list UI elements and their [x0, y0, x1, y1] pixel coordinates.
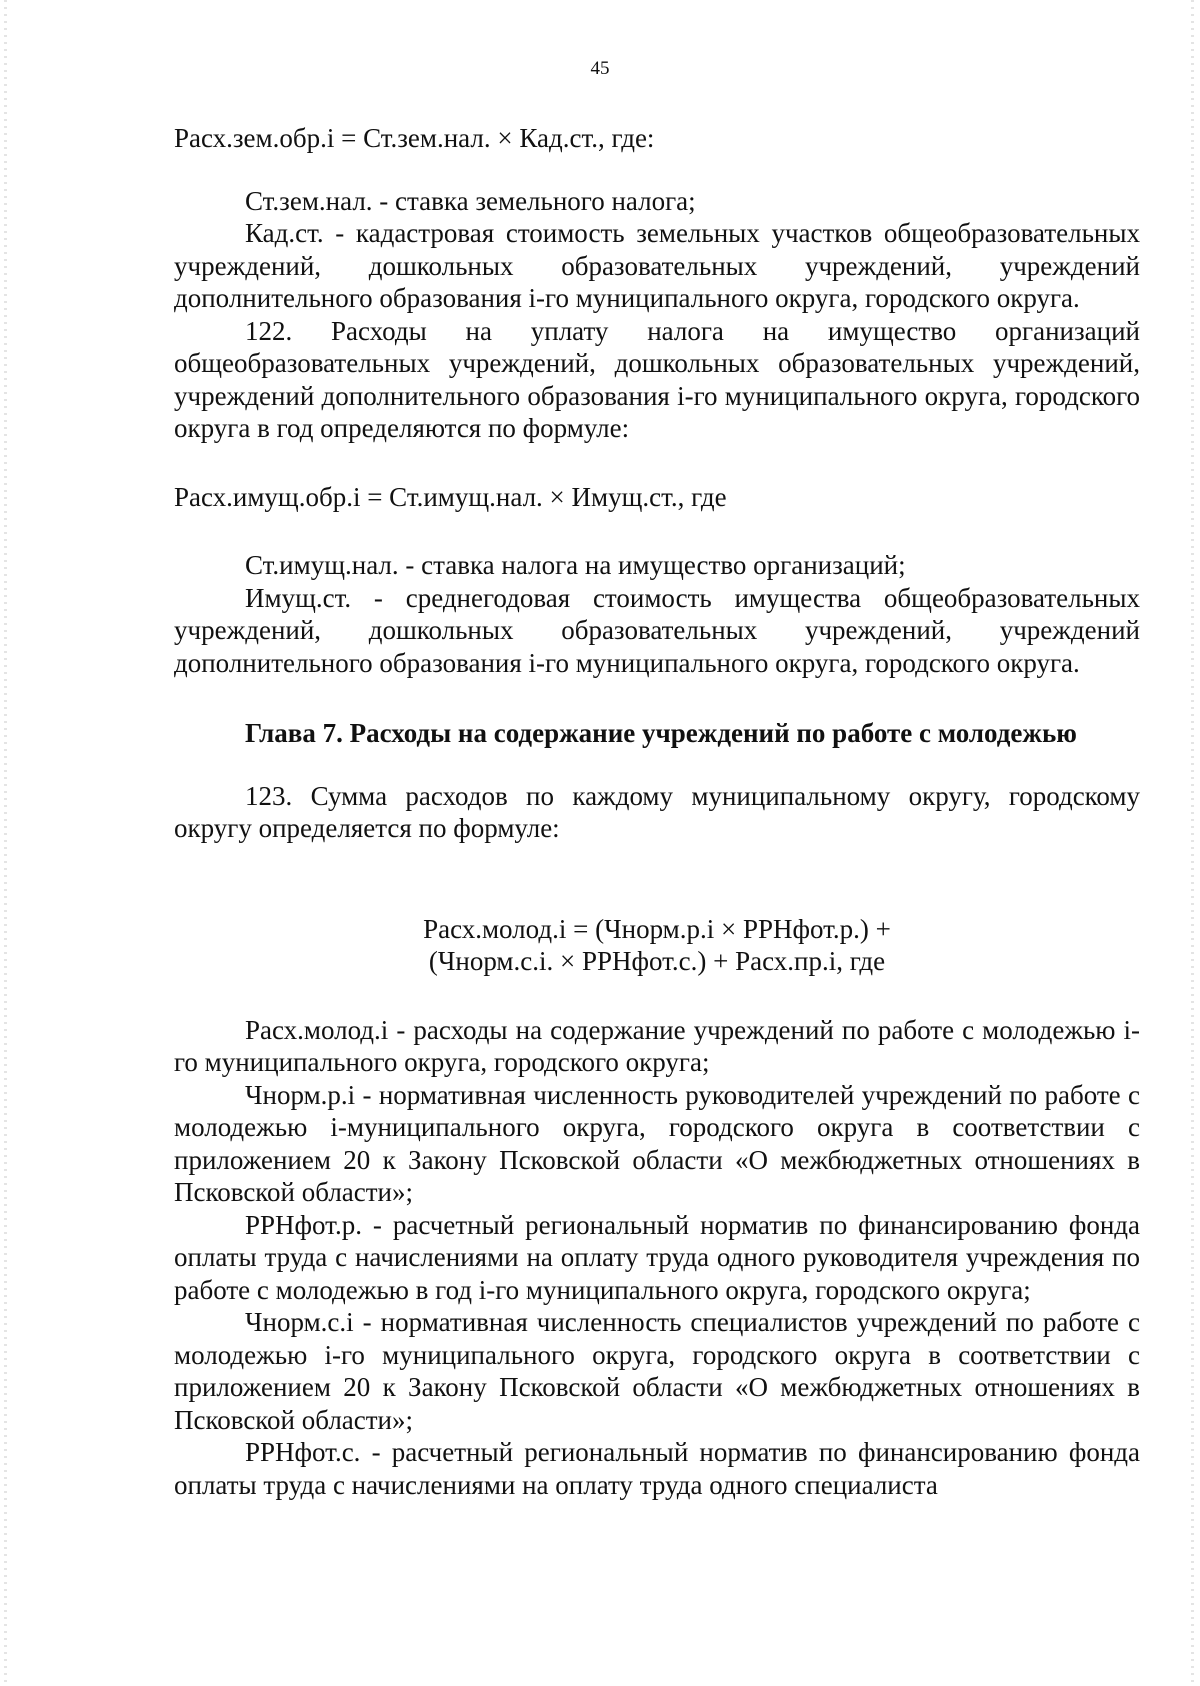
scan-edge-left: [4, 0, 7, 1686]
formula-youth-line-2: (Чнорм.с.i. × РРНфот.с.) + Расх.пр.i, где: [428, 946, 886, 976]
definition-head-count: Чнорм.р.i - нормативная численность руководителей учреждений по работе с молодежью i-муниципального округа, городского округа в соответствии с приложением 20 к Закону Псковской области «О межбюджетных отношениях в Псковской области»;: [174, 1079, 1140, 1207]
definition-specialist-norm: РРНфот.с. - расчетный региональный норматив по финансированию фонда оплаты труда с начислениями на оплату труда одного специалиста: [174, 1437, 1140, 1500]
formula-land-tax: Расх.зем.обр.i = Ст.зем.нал. × Кад.ст., где:: [174, 123, 655, 153]
definition-youth-expenses: Расх.молод.i - расходы на содержание учреждений по работе с молодежью i-го муниципального округа, городского округа;: [174, 1014, 1140, 1077]
definition-head-norm: РРНфот.р. - расчетный региональный норматив по финансированию фонда оплаты труда с начислениями на оплату труда одного руководителя учреждения по работе с молодежью в год i-го муниципального округа, городского округа;: [174, 1209, 1140, 1305]
formula-property-tax: Расх.имущ.обр.i = Ст.имущ.нал. × Имущ.ст., где: [174, 481, 727, 512]
definition-cadastral-value: Кад.ст. - кадастровая стоимость земельных участков общеобразовательных учреждений, дошкольных образовательных учреждений, учреждений дополнительного образования i-го муниципального округа, городского округа.: [174, 218, 1140, 313]
definition-property-tax-rate: Ст.имущ.нал. - ставка налога на имущество организаций;: [245, 550, 906, 580]
definition-specialist-count: Чнорм.с.i - нормативная численность специалистов учреждений по работе с молодежью i-го муниципального округа, городского округа в соответствии с приложением 20 к Закону Псковской области «О межбюджетных отношениях в Псковской области»;: [174, 1307, 1140, 1435]
formula-youth-expenses: [174, 913, 1140, 978]
definition-land-tax-rate: Ст.зем.нал. - ставка земельного налога;: [245, 185, 696, 216]
paragraph-122: 122. Расходы на уплату налога на имущество организаций общеобразовательных учреждений, дошкольных образовательных учреждений, учреждений дополнительного образования i-го муниципального округа, городского округа в год определяются по формуле:: [174, 315, 1140, 443]
formula-youth-line-1: Расх.молод.i = (Чнорм.р.i × РРНфот.р.) +: [423, 913, 891, 944]
paragraph-123: 123. Сумма расходов по каждому муниципальному округу, городскому округу определяется по формуле:: [174, 780, 1140, 843]
scan-edge-right: [1191, 0, 1194, 1686]
definition-property-value: Имущ.ст. - среднегодовая стоимость имущества общеобразовательных учреждений, дошкольных образовательных учреждений, учреждений дополнительного образования i-го муниципального округа, городского округа.: [174, 582, 1140, 678]
document-body: [174, 122, 1140, 1501]
page-number: 45: [590, 58, 610, 79]
chapter-heading: Глава 7. Расходы на содержание учреждений по работе с молодежью: [245, 718, 1077, 748]
